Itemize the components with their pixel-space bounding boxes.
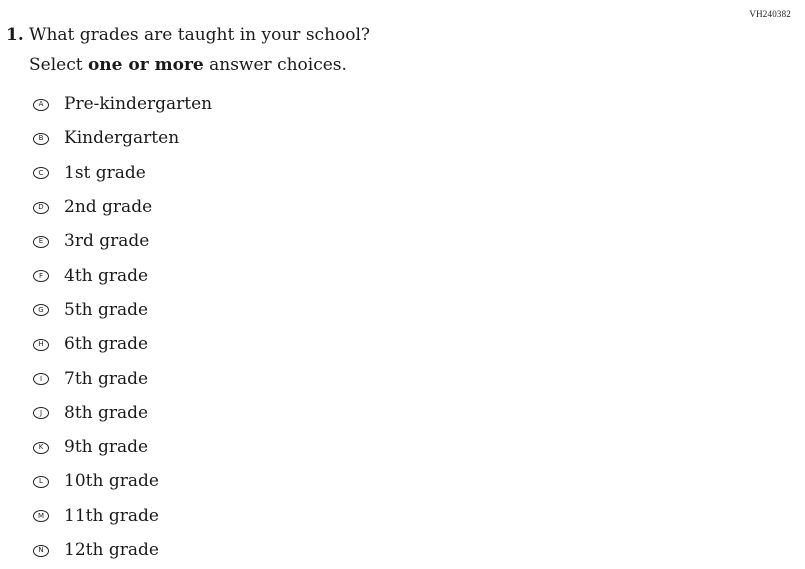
option-bubble-m[interactable]: M [33,510,49,522]
instruction-prefix: Select [29,55,88,75]
answer-option-i[interactable] [33,361,212,395]
option-bubble-c[interactable]: C [33,167,49,179]
answer-option-j[interactable] [33,396,212,430]
answer-option-e[interactable] [33,224,212,258]
instruction-suffix: answer choices. [203,55,347,75]
option-bubble-h[interactable]: H [33,339,49,351]
option-bubble-e[interactable]: E [33,236,49,248]
answer-instruction [29,54,347,76]
option-bubble-i[interactable]: I [33,373,49,385]
answer-option-d[interactable] [33,190,212,224]
answer-option-m[interactable] [33,499,212,533]
option-bubble-n[interactable]: N [33,545,49,557]
option-bubble-f[interactable]: F [33,270,49,282]
option-label: 7th grade [64,368,149,389]
option-label: 1st grade [64,162,146,183]
option-label: 3rd grade [64,231,150,252]
document-id: VH240382 [749,9,791,19]
option-bubble-a[interactable]: A [33,99,49,111]
option-label: 12th grade [64,540,159,560]
option-label: 11th grade [64,505,159,526]
option-label: Kindergarten [64,128,180,149]
option-label: 10th grade [64,471,159,492]
answer-option-c[interactable] [33,156,212,190]
option-label: 2nd grade [64,197,153,218]
answer-option-l[interactable] [33,464,212,498]
answer-option-h[interactable] [33,327,212,361]
answer-option-k[interactable] [33,430,212,464]
answer-option-a[interactable] [33,87,212,121]
answer-option-b[interactable] [33,121,212,155]
option-label: 9th grade [64,437,149,458]
answer-option-n[interactable] [33,533,212,567]
option-bubble-g[interactable]: G [33,304,49,316]
question-text: What grades are taught in your school? [29,25,371,45]
question-prompt [6,24,370,46]
option-label: 4th grade [64,265,149,286]
option-label: 8th grade [64,402,149,423]
option-bubble-b[interactable]: B [33,133,49,145]
option-label: Pre-kindergarten [64,94,213,115]
option-label: 5th grade [64,299,149,320]
answer-option-f[interactable] [33,258,212,292]
option-bubble-k[interactable]: K [33,442,49,454]
option-bubble-j[interactable]: J [33,407,49,419]
instruction-emphasis: one or more [87,55,204,75]
answer-option-g[interactable] [33,293,212,327]
option-label: 6th grade [64,334,149,355]
option-bubble-d[interactable]: D [33,202,49,214]
answer-options-list [33,87,212,567]
option-bubble-l[interactable]: L [33,476,49,488]
question-number: 1. [6,25,24,45]
